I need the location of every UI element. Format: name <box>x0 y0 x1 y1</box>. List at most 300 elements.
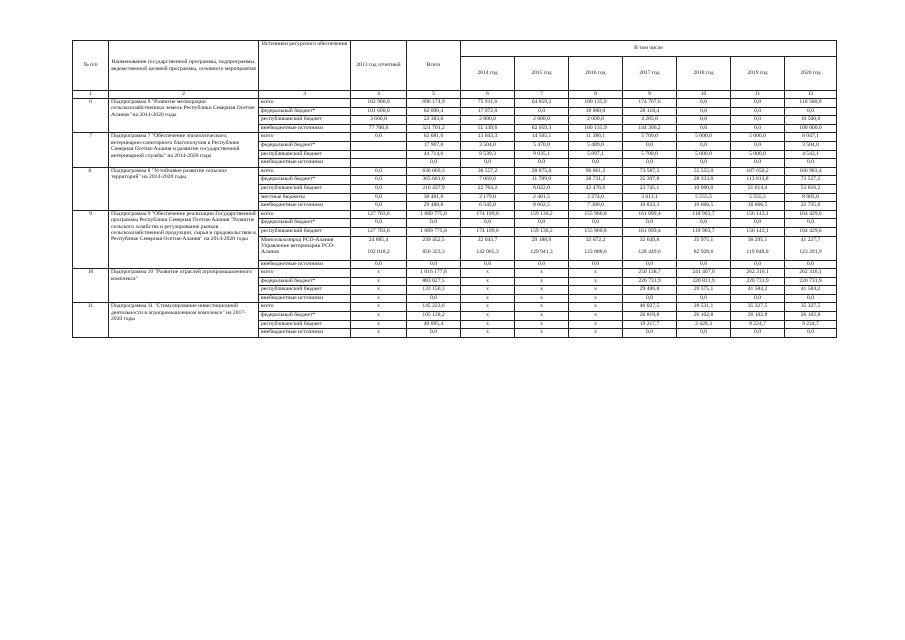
value-cell: 0,0 <box>351 184 407 193</box>
value-cell: х <box>569 286 623 295</box>
header-total: Всего <box>407 41 461 91</box>
value-cell: 29 406,8 <box>623 286 677 295</box>
value-cell: 0,0 <box>351 133 407 142</box>
value-cell: 5 700,0 <box>623 150 677 159</box>
funding-source: внебюджетные источники <box>259 159 351 168</box>
value-cell: 144 366,2 <box>623 124 677 133</box>
value-cell: х <box>461 329 515 338</box>
value-cell: 1 016 177,8 <box>407 269 461 278</box>
value-cell: х <box>515 286 569 295</box>
value-cell: х <box>461 320 515 329</box>
funding-source: всего <box>259 303 351 312</box>
value-cell: х <box>569 312 623 321</box>
value-cell: 62 090,4 <box>407 107 461 116</box>
value-cell: 145 223,6 <box>407 303 461 312</box>
value-cell: 174 109,0 <box>461 227 515 236</box>
value-cell: 105 128,2 <box>407 312 461 321</box>
value-cell: 73 587,3 <box>623 167 677 176</box>
value-cell: 24 885,4 102 818,2 <box>351 236 407 260</box>
value-cell: 2 179,0 <box>461 193 515 202</box>
value-cell: 0,0 <box>677 260 731 269</box>
value-cell: х <box>351 312 407 321</box>
value-cell: х <box>351 269 407 278</box>
value-cell: 10 500,0 <box>785 116 837 125</box>
funding-source: внебюджетные источники <box>259 202 351 211</box>
value-cell: 35 397,8 <box>623 176 677 185</box>
value-cell: 0,0 <box>731 294 785 303</box>
row-number: 7 <box>73 133 109 167</box>
value-cell: х <box>515 312 569 321</box>
value-cell <box>351 141 407 150</box>
value-cell: 133 150,3 <box>407 286 461 295</box>
value-cell: 156 143,1 <box>731 210 785 219</box>
header-year: 2018 год <box>677 57 731 91</box>
value-cell: 0,0 <box>731 329 785 338</box>
index-cell: 10 <box>677 91 731 99</box>
value-cell: 127 703,6 <box>351 210 407 219</box>
funding-source: всего <box>259 269 351 278</box>
value-cell: 3 504,0 <box>785 141 837 150</box>
value-cell: 110 500,0 <box>785 99 837 108</box>
value-cell: 11 386,1 <box>569 133 623 142</box>
value-cell: 0,0 <box>677 159 731 168</box>
value-cell: 161 099,4 <box>623 210 677 219</box>
value-cell: х <box>515 303 569 312</box>
value-cell: 1 089 775,8 <box>407 210 461 219</box>
program-name: Подпрограмма 9 "Обеспечение реализации Государственной программы Республики Северная Осетия-Алания "Развитие сельского хозяйства и регулирование рынков сельскохозяйственной продукции, сырья и продовольствия в Республике Северная Осетия-Алания" на 2014-2020 годы <box>109 210 259 268</box>
value-cell: х <box>569 329 623 338</box>
funding-source: внебюджетные источники <box>259 260 351 269</box>
value-cell: 113 813,8 <box>731 176 785 185</box>
value-cell: 0,0 <box>677 116 731 125</box>
value-cell: 0,0 <box>785 159 837 168</box>
value-cell: 883 027,5 <box>407 277 461 286</box>
header-year: 2014 год <box>461 57 515 91</box>
value-cell: 262 316,1 <box>785 269 837 278</box>
value-cell: 0,0 <box>623 159 677 168</box>
value-cell: 26 118,4 <box>623 107 677 116</box>
value-cell: 44 714,6 <box>407 150 461 159</box>
value-cell: 5 470,0 <box>515 141 569 150</box>
header-year: 2017 год <box>623 57 677 91</box>
value-cell: х <box>515 329 569 338</box>
program-name: Подпрограмма 6 "Развитие мелиорации сельскохозяйственных земель Республики Северная Осетия-Алания "на 2014-2020 годы <box>109 99 259 133</box>
value-cell: 0,0 <box>731 159 785 168</box>
value-cell: 3 504,0 <box>461 141 515 150</box>
header-including: В том числе <box>461 41 837 57</box>
header-name: Наименование государственной программы, подпрограммы, ведомственной целевой программы, основного мероприятия <box>109 41 259 91</box>
value-cell: 2 428,3 <box>677 320 731 329</box>
value-cell: 26 102,8 <box>731 312 785 321</box>
value-cell: 16 666,5 <box>677 202 731 211</box>
value-cell: х <box>351 294 407 303</box>
value-cell: 239 452,5 850 323,3 <box>407 236 461 260</box>
value-cell: 0,0 <box>461 219 515 228</box>
value-cell: 7 380,0 <box>569 202 623 211</box>
value-cell: 55 139,6 <box>461 124 515 133</box>
value-cell: 0,0 <box>515 159 569 168</box>
value-cell: 174 109,0 <box>461 210 515 219</box>
value-cell: 220 731,9 <box>623 277 677 286</box>
value-cell: 2 000,0 <box>569 116 623 125</box>
value-cell: 3 600,0 <box>351 116 407 125</box>
header-year: 2020 год <box>785 57 837 91</box>
value-cell: 155 960,8 <box>569 227 623 236</box>
value-cell: 7 069,0 <box>461 176 515 185</box>
value-cell: х <box>515 294 569 303</box>
value-cell: 2 401,5 <box>515 193 569 202</box>
value-cell: 5 000,0 <box>731 133 785 142</box>
value-cell: 26 102,8 <box>785 312 837 321</box>
value-cell: х <box>461 269 515 278</box>
value-cell: 30 481,6 <box>407 193 461 202</box>
funding-source: всего <box>259 99 351 108</box>
value-cell: 0,0 <box>677 124 731 133</box>
value-cell: 55 555,0 <box>677 167 731 176</box>
value-cell: 0,0 <box>351 193 407 202</box>
value-cell: х <box>569 320 623 329</box>
value-cell: 35 975,1 82 928,6 <box>677 236 731 260</box>
value-cell: х <box>461 286 515 295</box>
value-cell: 28 875,0 <box>515 167 569 176</box>
funding-source: всего <box>259 133 351 142</box>
value-cell: 62 681,6 <box>407 133 461 142</box>
funding-source: федеральный бюджет* <box>259 141 351 150</box>
value-cell: 0,0 <box>351 260 407 269</box>
value-cell: 22 735,0 <box>785 202 837 211</box>
value-cell: 35 327,5 <box>785 303 837 312</box>
value-cell: 0,0 <box>677 99 731 108</box>
value-cell: 0,0 <box>461 159 515 168</box>
value-cell: 0,0 <box>461 260 515 269</box>
value-cell: 53 816,2 <box>785 184 837 193</box>
funding-source: федеральный бюджет* <box>259 219 351 228</box>
value-cell: 155 960,8 <box>569 210 623 219</box>
value-cell: 118 903,7 <box>677 210 731 219</box>
value-cell: 0,0 <box>515 107 569 116</box>
funding-source: федеральный бюджет* <box>259 277 351 286</box>
value-cell: х <box>351 277 407 286</box>
value-cell: 35 327,5 <box>731 303 785 312</box>
row-number: 10 <box>73 269 109 303</box>
value-cell: 17 972,0 <box>461 107 515 116</box>
value-cell: 77 700,0 <box>351 124 407 133</box>
value-cell: 159 130,2 <box>515 210 569 219</box>
value-cell: 160 135,9 <box>569 124 623 133</box>
value-cell: 0,0 <box>351 176 407 185</box>
value-cell: 4 283,0 <box>623 116 677 125</box>
value-cell: 8 662,5 <box>515 202 569 211</box>
program-name: Подпрограмма 7 "Обеспечение эпизоотического, ветеринарно-санитарного благополучия в Республике Северная Осетия-Алания и развитие государственной ветеринарной службы" на 2014-2020 годы <box>109 133 259 167</box>
value-cell: 0,0 <box>569 260 623 269</box>
value-cell: 161 099,4 <box>623 227 677 236</box>
value-cell: 0,0 <box>785 219 837 228</box>
value-cell: 51 614,4 <box>731 184 785 193</box>
value-cell: 159 130,2 <box>515 227 569 236</box>
value-cell: 0,0 <box>515 260 569 269</box>
value-cell: 41 584,2 <box>731 286 785 295</box>
value-cell: 0,0 <box>623 329 677 338</box>
value-cell: 20 575,1 <box>677 286 731 295</box>
header-year: 2016 год <box>569 57 623 91</box>
value-cell: 26 819,8 <box>623 312 677 321</box>
program-name: Подпрограмма 8 "Устойчивое развитие сельских территорий" на 2014-2020 годы <box>109 167 259 210</box>
index-cell: 8 <box>569 91 623 99</box>
program-name: Подпрограмма 10 "Развитие отраслей агропромышленного комплекса" <box>109 269 259 303</box>
value-cell: 23 745,1 <box>623 184 677 193</box>
value-cell: 46 037,5 <box>623 303 677 312</box>
value-cell: 182 900,0 <box>351 99 407 108</box>
value-cell: 174 767,6 <box>623 99 677 108</box>
value-cell: х <box>515 269 569 278</box>
table-body <box>73 99 837 338</box>
value-cell: 4 543,1 <box>785 150 837 159</box>
value-cell: 0,0 <box>623 294 677 303</box>
funding-source: всего <box>259 210 351 219</box>
value-cell: 0,0 <box>623 219 677 228</box>
value-cell: 38 557,2 <box>461 167 515 176</box>
value-cell: х <box>351 286 407 295</box>
index-cell: 7 <box>515 91 569 99</box>
row-number: 8. <box>73 167 109 210</box>
table-row <box>73 133 837 142</box>
value-cell: 220 831,9 <box>677 277 731 286</box>
index-cell: 3 <box>259 91 351 99</box>
value-cell: 0,0 <box>785 294 837 303</box>
value-cell: х <box>569 303 623 312</box>
budget-table-sheet <box>72 40 836 338</box>
value-cell: 2 800,0 <box>461 116 515 125</box>
index-cell: 9 <box>623 91 677 99</box>
value-cell: 164 429,6 <box>785 210 837 219</box>
value-cell: 42 476,0 <box>569 184 623 193</box>
value-cell: 0,0 <box>731 124 785 133</box>
value-cell: х <box>569 294 623 303</box>
value-cell: 22 383,0 <box>407 116 461 125</box>
value-cell: х <box>461 277 515 286</box>
value-cell: 2 274,0 <box>569 193 623 202</box>
funding-source: внебюджетные источники <box>259 124 351 133</box>
value-cell: 14 505,1 <box>515 133 569 142</box>
value-cell: 241 407,0 <box>677 269 731 278</box>
value-cell: 365 661,0 <box>407 176 461 185</box>
value-cell: 36 295,1 119 848,0 <box>731 236 785 260</box>
value-cell: 0,0 <box>407 159 461 168</box>
value-cell: 210 437,9 <box>407 184 461 193</box>
value-cell: 0,0 <box>407 219 461 228</box>
value-cell: 696 174,9 <box>407 99 461 108</box>
index-cell: 4 <box>351 91 407 99</box>
value-cell: 0,0 <box>677 141 731 150</box>
value-cell: 18 000,0 <box>569 107 623 116</box>
value-cell: х <box>515 320 569 329</box>
value-cell: 0,0 <box>623 260 677 269</box>
value-cell: х <box>351 303 407 312</box>
value-cell: 0,0 <box>731 141 785 150</box>
value-cell: 160 983,4 <box>785 167 837 176</box>
value-cell: 0,0 <box>731 260 785 269</box>
index-cell: 12 <box>785 91 837 99</box>
value-cell: 3 611,1 <box>623 193 677 202</box>
value-cell: 38 731,2 <box>569 176 623 185</box>
value-cell: 156 143,1 <box>731 227 785 236</box>
funding-source: республиканский бюджет <box>259 227 351 236</box>
value-cell: 5 555,5 <box>731 193 785 202</box>
value-cell: 0,0 <box>569 219 623 228</box>
value-cell: 13 043,3 <box>461 133 515 142</box>
value-cell: 1 089 775,8 <box>407 227 461 236</box>
value-cell: 28 333,0 <box>677 176 731 185</box>
value-cell: х <box>461 303 515 312</box>
value-cell: 0,0 <box>407 329 461 338</box>
value-cell: 17 967,0 <box>407 141 461 150</box>
header-num: № п/п <box>73 41 109 91</box>
value-cell: 0,0 <box>677 219 731 228</box>
value-cell: 2 800,0 <box>515 116 569 125</box>
value-cell: 32 043,7 142 065,3 <box>461 236 515 260</box>
value-cell: 0,0 <box>407 260 461 269</box>
value-cell: 100 000,0 <box>785 124 837 133</box>
value-cell: 5 897,1 <box>569 150 623 159</box>
value-cell: 6 022,0 <box>515 184 569 193</box>
funding-source: внебюджетные источники <box>259 329 351 338</box>
value-cell: 73 527,2 <box>785 176 837 185</box>
index-cell: 2 <box>109 91 259 99</box>
value-cell: 40 095,4 <box>407 320 461 329</box>
value-cell: 28 531,1 <box>677 303 731 312</box>
funding-source: республиканский бюджет <box>259 320 351 329</box>
value-cell: 9 035,1 <box>515 150 569 159</box>
index-cell: 6 <box>461 91 515 99</box>
value-cell: 10 833,3 <box>623 202 677 211</box>
value-cell: 101 600,0 <box>351 107 407 116</box>
row-number: 11 <box>73 303 109 337</box>
value-cell: 0,0 <box>677 329 731 338</box>
value-cell: 180 135,9 <box>569 99 623 108</box>
value-cell: 32 072,2 123 888,6 <box>569 236 623 260</box>
value-cell: 11 789,0 <box>515 176 569 185</box>
table-row <box>73 303 837 312</box>
value-cell: 0,0 <box>351 167 407 176</box>
value-cell: 5 489,0 <box>569 141 623 150</box>
table-row <box>73 210 837 219</box>
funding-source: Минсельхозпрод РСО-Алания Управление ветеринарии РСО-Алания <box>259 236 351 260</box>
value-cell: 0,0 <box>785 107 837 116</box>
value-cell: 118 903,7 <box>677 227 731 236</box>
index-cell: 11 <box>731 91 785 99</box>
table-row <box>73 167 837 176</box>
value-cell: 5 000,0 <box>677 133 731 142</box>
value-cell: 0,0 <box>677 294 731 303</box>
value-cell: 521 701,2 <box>407 124 461 133</box>
index-cell: 1 <box>73 91 109 99</box>
header-year: 2019 год <box>731 57 785 91</box>
value-cell: 220 731,9 <box>731 277 785 286</box>
value-cell: 9 539,3 <box>461 150 515 159</box>
value-cell: 6 545,0 <box>461 202 515 211</box>
funding-source: федеральный бюджет* <box>259 107 351 116</box>
funding-source: республиканский бюджет <box>259 116 351 125</box>
value-cell: х <box>515 277 569 286</box>
value-cell: 636 069,3 <box>407 167 461 176</box>
value-cell: 0,0 <box>351 202 407 211</box>
value-cell: 29 488,8 <box>407 202 461 211</box>
funding-source: федеральный бюджет* <box>259 312 351 321</box>
value-cell: 0,0 <box>731 116 785 125</box>
table-row <box>73 99 837 108</box>
value-cell: 250 138,7 <box>623 269 677 278</box>
value-cell: 164 429,6 <box>785 227 837 236</box>
funding-source: федеральный бюджет* <box>259 176 351 185</box>
funding-source: республиканский бюджет <box>259 150 351 159</box>
header-2013: 2013 год отчетный <box>351 41 407 91</box>
value-cell: 90 861,2 <box>569 167 623 176</box>
value-cell <box>351 159 407 168</box>
row-number: 6 <box>73 99 109 133</box>
value-cell: 8 047,1 <box>785 133 837 142</box>
header-year: 2015 год <box>515 57 569 91</box>
value-cell: 0,0 <box>785 260 837 269</box>
funding-source: местные бюджеты <box>259 193 351 202</box>
value-cell: 5 000,0 <box>677 150 731 159</box>
value-cell: 32 649,8 128 449,6 <box>623 236 677 260</box>
value-cell: 75 911,6 <box>461 99 515 108</box>
value-cell: 0,0 <box>623 141 677 150</box>
value-cell: 8 905,0 <box>785 193 837 202</box>
value-cell: 0,0 <box>569 159 623 168</box>
row-number: 9 <box>73 210 109 268</box>
table-row <box>73 269 837 278</box>
funding-source: республиканский бюджет <box>259 184 351 193</box>
value-cell: 19 217,7 <box>623 320 677 329</box>
value-cell: 0,0 <box>515 219 569 228</box>
value-cell: 22 764,2 <box>461 184 515 193</box>
value-cell: х <box>569 269 623 278</box>
value-cell: 0,0 <box>731 219 785 228</box>
header-source: Источники ресурсного обеспечения <box>259 41 351 91</box>
value-cell: 29 188,9 129 941,3 <box>515 236 569 260</box>
value-cell: х <box>569 277 623 286</box>
value-cell: 127 703,6 <box>351 227 407 236</box>
value-cell: 0,0 <box>351 219 407 228</box>
value-cell: х <box>351 329 407 338</box>
value-cell: 5 555,5 <box>677 193 731 202</box>
value-cell: 0,0 <box>677 107 731 116</box>
value-cell: 62 059,3 <box>515 124 569 133</box>
value-cell: 5 000,0 <box>731 150 785 159</box>
budget-table <box>72 40 837 338</box>
value-cell: 64 859,3 <box>515 99 569 108</box>
value-cell: 26 102,8 <box>677 312 731 321</box>
index-row <box>73 91 837 99</box>
index-cell: 5 <box>407 91 461 99</box>
value-cell: 187 650,2 <box>731 167 785 176</box>
value-cell: х <box>351 320 407 329</box>
value-cell: 0,0 <box>785 329 837 338</box>
value-cell: х <box>461 312 515 321</box>
program-name: Подпрограмма 11 "Стимулирование инвестиционной деятельности в агропромышленном комплексе" на 2017-2020 годы <box>109 303 259 337</box>
funding-source: республиканский бюджет <box>259 286 351 295</box>
value-cell: 10 000,0 <box>677 184 731 193</box>
value-cell: 5 700,0 <box>623 133 677 142</box>
value-cell: 41 227,7 123 201,9 <box>785 236 837 260</box>
value-cell: 0,0 <box>407 294 461 303</box>
funding-source: всего <box>259 167 351 176</box>
value-cell: 262 316,1 <box>731 269 785 278</box>
value-cell: 0,0 <box>731 107 785 116</box>
value-cell: 220 731,9 <box>785 277 837 286</box>
value-cell: 16 666,5 <box>731 202 785 211</box>
